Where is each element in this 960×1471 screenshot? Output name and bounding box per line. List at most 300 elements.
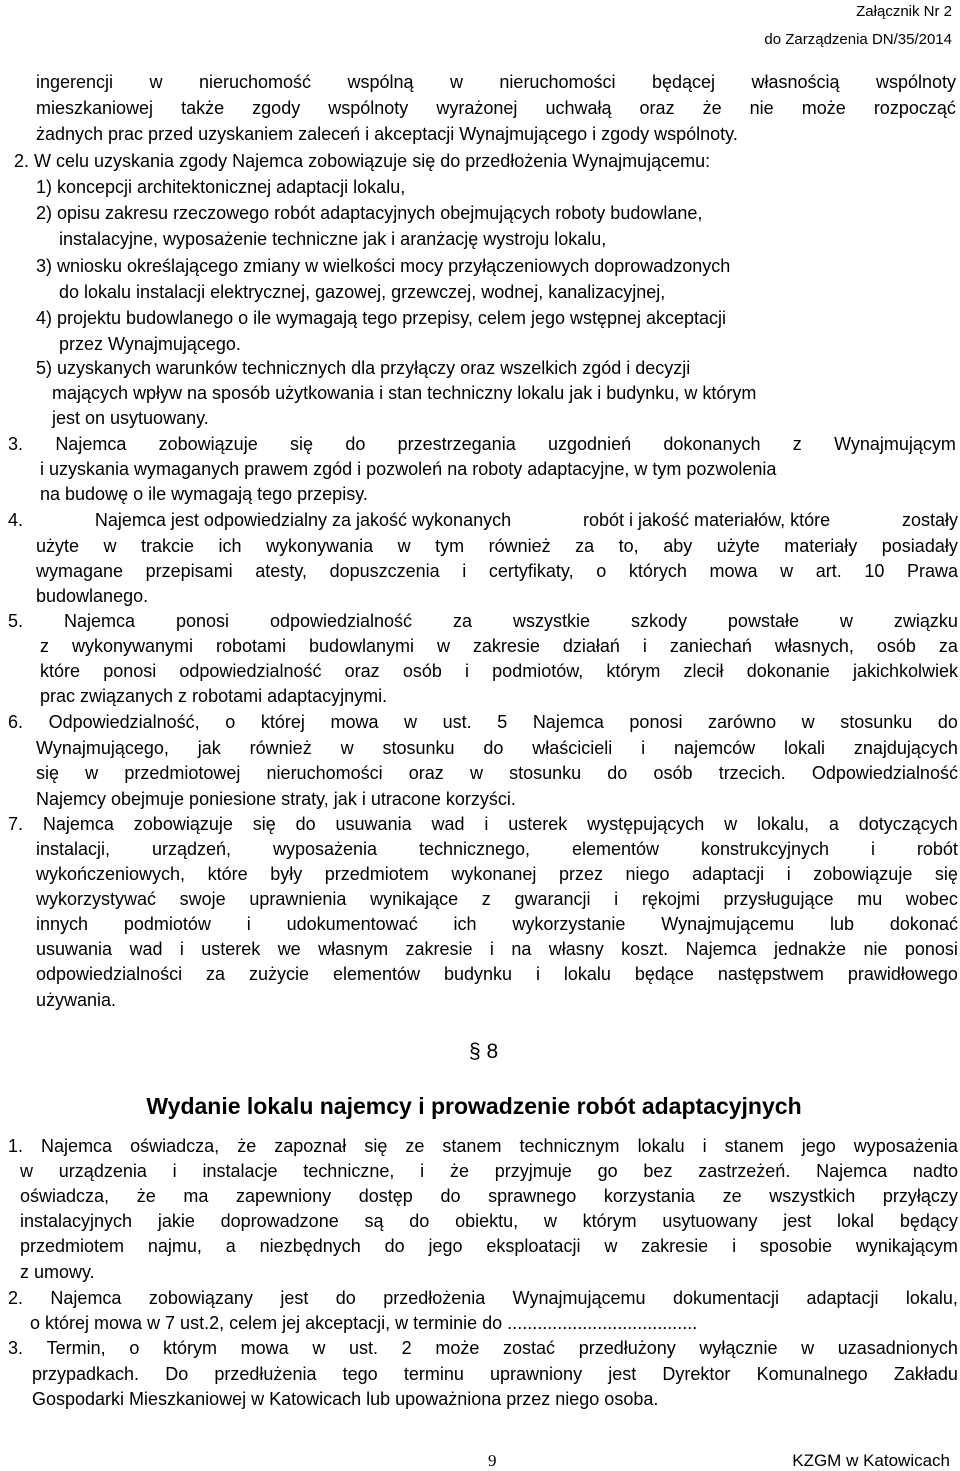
word: stosunku xyxy=(382,738,455,758)
word: w xyxy=(149,72,163,92)
word: zobowiązuje xyxy=(158,434,258,454)
word: były xyxy=(270,864,303,884)
word: i xyxy=(702,1136,707,1156)
word: usuwania xyxy=(36,939,113,959)
body-line: 3) wniosku określającego zmiany w wielkości mocy przyłączeniowych doprowadzonych xyxy=(36,256,731,276)
word: własnych, xyxy=(774,636,854,656)
word: wykonanej xyxy=(451,864,537,884)
word: do xyxy=(295,814,316,834)
word: a xyxy=(225,1236,236,1256)
word: dokumentacji xyxy=(672,1288,780,1308)
word: właścicieli xyxy=(532,738,613,758)
word: będącej xyxy=(651,72,715,92)
body-line xyxy=(36,738,958,758)
word: działań xyxy=(562,636,620,656)
word: występujących xyxy=(587,814,705,834)
word: się xyxy=(934,864,958,884)
word: są xyxy=(364,1211,384,1231)
word: oświadcza, xyxy=(130,1136,220,1156)
word: związku xyxy=(893,611,958,631)
word: Najemca xyxy=(532,712,604,732)
word: osób xyxy=(402,661,442,681)
body-line xyxy=(8,814,958,834)
word: o xyxy=(596,561,607,581)
word: dokonanych xyxy=(663,434,761,454)
word: podmiotów, xyxy=(492,661,584,681)
body-line: Gospodarki Mieszkaniowej w Katowicach lub upoważniona przez niego osoba. xyxy=(32,1389,659,1409)
body-line xyxy=(20,1236,958,1256)
body-line xyxy=(20,1161,958,1181)
word: do xyxy=(440,1186,461,1206)
word: i xyxy=(462,561,467,581)
body-line xyxy=(8,712,958,732)
word: się xyxy=(252,814,276,834)
word: korzystania xyxy=(603,1186,695,1206)
word: adaptacji xyxy=(692,864,765,884)
word: i xyxy=(642,636,647,656)
word: w xyxy=(449,72,463,92)
word: to, xyxy=(618,536,639,556)
word: oraz xyxy=(344,661,380,681)
word: własny xyxy=(548,939,604,959)
body-line xyxy=(32,1364,958,1384)
word: Najemca xyxy=(816,1161,888,1181)
word: jest xyxy=(608,1364,637,1384)
word: w xyxy=(436,636,450,656)
body-line: jest on usytuowany. xyxy=(52,408,209,428)
word: Wynajmującemu xyxy=(512,1288,646,1308)
word: przyjmuje xyxy=(494,1161,572,1181)
word: znajdujących xyxy=(853,738,958,758)
word: mowa xyxy=(709,561,758,581)
word: terminu xyxy=(403,1364,464,1384)
word: które xyxy=(207,864,248,884)
word: powstałe xyxy=(727,611,799,631)
word: w xyxy=(103,536,117,556)
body-line xyxy=(36,939,958,959)
word: stanem xyxy=(724,1136,784,1156)
word: budynku xyxy=(443,964,512,984)
word: rękojmi xyxy=(641,889,700,909)
word: Wynajmującym xyxy=(834,434,956,454)
word: jakie xyxy=(157,1211,195,1231)
word: koszt. xyxy=(621,939,669,959)
word: instalacji, xyxy=(36,839,111,859)
word: jest xyxy=(783,1211,812,1231)
word: Wynajmującemu xyxy=(661,914,795,934)
word: lokalu, xyxy=(905,1288,958,1308)
body-line xyxy=(36,763,958,783)
word: ingerencji xyxy=(36,72,114,92)
word: usuwania xyxy=(335,814,412,834)
word: którym xyxy=(163,1338,218,1358)
word: przedłożenia xyxy=(383,1288,486,1308)
word: urządzenia xyxy=(58,1161,147,1181)
word: niego xyxy=(625,864,670,884)
word: uzasadnionych xyxy=(837,1338,958,1358)
body-line xyxy=(20,1186,958,1206)
word: nieruchomości xyxy=(266,763,383,783)
word: do xyxy=(345,434,366,454)
body-line: mających wpływ na sposób użytkowania i stan techniczny lokalu jak i budynku, w którym xyxy=(52,383,757,403)
word: zostać xyxy=(503,1338,556,1358)
word: szkody xyxy=(630,611,687,631)
word: że xyxy=(136,1186,156,1206)
word: ponosi xyxy=(175,611,229,631)
word: które xyxy=(40,661,81,681)
word: wykorzystanie xyxy=(512,914,626,934)
word: robót xyxy=(916,839,958,859)
word: lokalu xyxy=(637,1136,685,1156)
word: mu xyxy=(857,889,883,909)
word: dopuszczenia xyxy=(329,561,440,581)
word: lokali xyxy=(783,738,825,758)
word: Najemca xyxy=(50,1288,122,1308)
word: wobec xyxy=(905,889,958,909)
word: w xyxy=(801,712,815,732)
word: atesty, xyxy=(255,561,307,581)
body-line: na budowę o ile wymagają tego przepisy. xyxy=(40,484,368,504)
word: i xyxy=(489,939,494,959)
word: art. xyxy=(815,561,842,581)
word: wynikające xyxy=(370,889,459,909)
word: zakresie xyxy=(405,939,473,959)
word: we xyxy=(277,939,301,959)
word: ze xyxy=(722,1186,742,1206)
word: Dyrektor xyxy=(662,1364,731,1384)
word: adaptacji xyxy=(806,1288,879,1308)
word: gwarancji xyxy=(514,889,591,909)
word: 4. xyxy=(8,510,24,530)
word: i xyxy=(786,864,791,884)
body-line xyxy=(36,964,958,984)
word: budowlanymi xyxy=(308,636,414,656)
body-line xyxy=(40,636,958,656)
word: jakichkolwiek xyxy=(852,661,958,681)
word: przedmiotowej xyxy=(124,763,241,783)
word: do xyxy=(384,1236,405,1256)
word: zgody xyxy=(252,98,301,118)
section-heading: Wydanie lokalu najemcy i prowadzenie robót adaptacyjnych xyxy=(146,1093,802,1119)
word: sprawnego xyxy=(488,1186,577,1206)
word: trzecich. xyxy=(718,763,786,783)
word: odpowiedzialności xyxy=(36,964,183,984)
word: trakcie xyxy=(141,536,195,556)
word: użyte xyxy=(36,536,80,556)
word: i xyxy=(179,939,184,959)
word: rozpocząć xyxy=(873,98,956,118)
word: jednakże xyxy=(773,939,847,959)
word: instalacje xyxy=(202,1161,278,1181)
word: uprawniony xyxy=(490,1364,583,1384)
word: że xyxy=(449,1161,469,1181)
word: uchwałą xyxy=(545,98,612,118)
word: w xyxy=(20,1161,33,1181)
word: jak xyxy=(197,738,221,758)
word: i xyxy=(420,1161,425,1181)
word: również xyxy=(488,536,551,556)
body-line xyxy=(8,1136,958,1156)
word: ich xyxy=(218,536,242,556)
word: zlecił xyxy=(683,661,724,681)
word: innych xyxy=(36,914,89,934)
word: technicznego, xyxy=(418,839,531,859)
word: 7. xyxy=(8,814,24,834)
word: bez xyxy=(643,1161,673,1181)
word: wykonywania xyxy=(266,536,374,556)
word: i xyxy=(535,964,540,984)
body-line xyxy=(36,914,958,934)
word: posiadały xyxy=(881,536,958,556)
word: w xyxy=(340,738,354,758)
word: zapewniony xyxy=(236,1186,332,1206)
word: następstwem xyxy=(717,964,824,984)
word: mowa xyxy=(240,1338,289,1358)
word: której xyxy=(260,712,305,732)
word: usytuowany xyxy=(662,1211,758,1231)
word: może xyxy=(435,1338,480,1358)
word: zapoznał xyxy=(274,1136,347,1156)
word: wyposażenia xyxy=(853,1136,958,1156)
word: o xyxy=(129,1338,140,1358)
body-line: żadnych prac przed uzyskaniem zaleceń i akceptacji Wynajmującego i zgody wspólnoty. xyxy=(36,124,738,144)
word: Odpowiedzialność, xyxy=(48,712,200,732)
word: którym xyxy=(606,661,661,681)
word: 3. xyxy=(8,434,24,454)
word: oświadcza, xyxy=(20,1186,110,1206)
word: przedłużony xyxy=(578,1338,676,1358)
word: się xyxy=(364,1136,388,1156)
word: stosunku xyxy=(509,763,582,783)
word: podmiotów xyxy=(123,914,211,934)
word: Termin, xyxy=(46,1338,106,1358)
word: 1. xyxy=(8,1136,24,1156)
word: robotami xyxy=(215,636,286,656)
word: przestrzegania xyxy=(397,434,516,454)
word: do xyxy=(607,763,628,783)
body-line: 2. W celu uzyskania zgody Najemca zobowiązuje się do przedłożenia Wynajmującemu: xyxy=(14,151,711,171)
word: technicznym xyxy=(519,1136,620,1156)
word: się xyxy=(36,763,60,783)
word: odpowiedzialność xyxy=(179,661,322,681)
word: 5 xyxy=(497,712,508,732)
word: i xyxy=(172,1161,177,1181)
body-line: z umowy. xyxy=(20,1262,95,1282)
body-line: i uzyskania wymaganych prawem zgód i pozwoleń na roboty adaptacyjne, w tym pozwolenia xyxy=(40,459,777,479)
word: nie xyxy=(749,98,774,118)
word: nieruchomość xyxy=(198,72,312,92)
word: przez xyxy=(558,864,603,884)
word: Najemca xyxy=(55,434,127,454)
body-line: do lokalu instalacji elektrycznej, gazowej, grzewczej, wodnej, kanalizacyjnej, xyxy=(59,282,666,302)
word: i xyxy=(614,889,619,909)
word: Najemca xyxy=(42,814,114,834)
word: odpowiedzialność xyxy=(269,611,413,631)
word: dokonać xyxy=(889,914,958,934)
word: ponosi xyxy=(904,939,958,959)
word: stosunku xyxy=(840,712,913,732)
word: dotyczących xyxy=(858,814,958,834)
word: przysługujące xyxy=(723,889,834,909)
word: wyrażonej xyxy=(436,98,518,118)
word: może xyxy=(801,98,846,118)
word: Najemca xyxy=(41,1136,113,1156)
word: również xyxy=(249,738,312,758)
word: zużycie xyxy=(248,964,310,984)
word: 6. xyxy=(8,712,24,732)
word: ponosi xyxy=(629,712,683,732)
word: i xyxy=(246,914,251,934)
word: z xyxy=(481,889,491,909)
word: ust. xyxy=(349,1338,379,1358)
word: sposobie xyxy=(759,1236,832,1256)
regulation-reference: do Zarządzenia DN/35/2014 xyxy=(764,31,952,48)
word: osób xyxy=(876,636,916,656)
body-line xyxy=(36,561,958,581)
word: instalacyjnych xyxy=(20,1211,133,1231)
word: techniczne, xyxy=(303,1161,395,1181)
word: zobowiązuje xyxy=(813,864,913,884)
word: tego xyxy=(342,1364,378,1384)
word: się xyxy=(290,434,314,454)
word: przypadkach. xyxy=(32,1364,140,1384)
body-line xyxy=(8,1338,958,1358)
attachment-label: Załącznik Nr 2 xyxy=(856,3,952,20)
word: ich xyxy=(453,914,477,934)
word: wszystkich xyxy=(769,1186,856,1206)
word: wykończeniowych, xyxy=(36,864,186,884)
word: mowa xyxy=(330,712,379,732)
word: certyfikaty, xyxy=(488,561,574,581)
word: jego xyxy=(801,1136,836,1156)
word: 10 xyxy=(864,561,885,581)
footer-organization: KZGM w Katowicach xyxy=(792,1451,950,1470)
word: w xyxy=(604,1236,618,1256)
word: w xyxy=(85,763,99,783)
word: własnością xyxy=(751,72,840,92)
body-line xyxy=(8,611,958,631)
word: najemców xyxy=(674,738,756,758)
word: ma xyxy=(183,1186,209,1206)
body-line: instalacyjne, wyposażenie techniczne jak i aranżację wystroju lokalu, xyxy=(59,229,607,249)
word: za xyxy=(938,636,958,656)
body-line: używania. xyxy=(36,990,117,1010)
word: lokal xyxy=(837,1211,875,1231)
word: Wynajmującego, xyxy=(36,738,169,758)
word: zastrzeżeń. xyxy=(698,1161,791,1181)
word: najmu, xyxy=(147,1236,202,1256)
word: których xyxy=(628,561,687,581)
body-line xyxy=(36,889,958,909)
word: go xyxy=(597,1161,618,1181)
word: prawidłowego xyxy=(847,964,958,984)
word: do xyxy=(937,712,958,732)
word: będący xyxy=(899,1211,958,1231)
word: w xyxy=(469,763,483,783)
word: mieszkaniowej xyxy=(36,98,154,118)
word: przyłączy xyxy=(882,1186,958,1206)
body-line: 4) projektu budowlanego o ile wymagają tego przepisy, celem jego wstępnej akceptacji xyxy=(36,308,727,328)
word: także xyxy=(181,98,225,118)
word: zobowiązany xyxy=(148,1288,253,1308)
body-line xyxy=(8,434,956,454)
word: jego xyxy=(428,1236,463,1256)
word: wyłącznie xyxy=(699,1338,778,1358)
word: zarówno xyxy=(708,712,777,732)
body-line: 5) uzyskanych warunków technicznych dla przyłączy oraz wszelkich zgód i decyzji xyxy=(36,358,691,378)
word: w xyxy=(397,536,411,556)
word: i xyxy=(732,1236,737,1256)
word: wszystkie xyxy=(512,611,590,631)
body-line xyxy=(20,1211,958,1231)
word: aby xyxy=(663,536,693,556)
word: dostęp xyxy=(358,1186,413,1206)
word: lokalu xyxy=(563,964,611,984)
word: lub xyxy=(830,914,855,934)
word: oraz xyxy=(408,763,444,783)
word: ust. xyxy=(442,712,472,732)
word: oraz xyxy=(639,98,675,118)
word: tym xyxy=(435,536,465,556)
word: w xyxy=(404,712,418,732)
word: zakresie xyxy=(472,636,540,656)
word: elementów xyxy=(332,964,420,984)
word: wspólną xyxy=(347,72,414,92)
word: z xyxy=(40,636,49,656)
word: w xyxy=(724,814,738,834)
body-line: budowlanego. xyxy=(36,586,149,606)
word: do xyxy=(335,1288,356,1308)
word: udokumentować xyxy=(286,914,418,934)
word: a xyxy=(828,814,839,834)
word: usterek xyxy=(201,939,261,959)
word: przedłużenia xyxy=(214,1364,317,1384)
word: za xyxy=(575,536,595,556)
word: w xyxy=(312,1338,326,1358)
word: obiektu, xyxy=(455,1211,519,1231)
word: do xyxy=(409,1211,430,1231)
body-line: przez Wynajmującego. xyxy=(59,334,241,354)
word: uzgodnień xyxy=(548,434,632,454)
word: urządzeń, xyxy=(151,839,232,859)
word: użyte xyxy=(716,536,760,556)
word: 5. xyxy=(8,611,24,631)
word: uprawnienia xyxy=(249,889,347,909)
word: w xyxy=(780,561,794,581)
body-line: Najemcy obejmuje poniesione straty, jak i utracone korzyści. xyxy=(36,789,516,809)
word: i xyxy=(465,661,470,681)
body-line: 1) koncepcji architektonicznej adaptacji lokalu, xyxy=(36,177,406,197)
word: ponosi xyxy=(103,661,157,681)
word: dokonanie xyxy=(746,661,830,681)
word: za xyxy=(206,964,226,984)
word: którym xyxy=(582,1211,637,1231)
body-line: prac związanych z robotami adaptacyjnymi. xyxy=(40,686,388,706)
word: Zakładu xyxy=(893,1364,958,1384)
word: ze xyxy=(405,1136,425,1156)
word: i xyxy=(870,839,875,859)
word: Prawa xyxy=(906,561,958,581)
word: w xyxy=(801,1338,815,1358)
body-line xyxy=(36,98,956,118)
word: 2. xyxy=(8,1288,24,1308)
word: konstrukcyjnych xyxy=(700,839,830,859)
word: zaniechań xyxy=(669,636,752,656)
body-line xyxy=(36,864,958,884)
word: osób xyxy=(653,763,693,783)
word: przedmiotem xyxy=(20,1236,125,1256)
word: i xyxy=(484,814,489,834)
